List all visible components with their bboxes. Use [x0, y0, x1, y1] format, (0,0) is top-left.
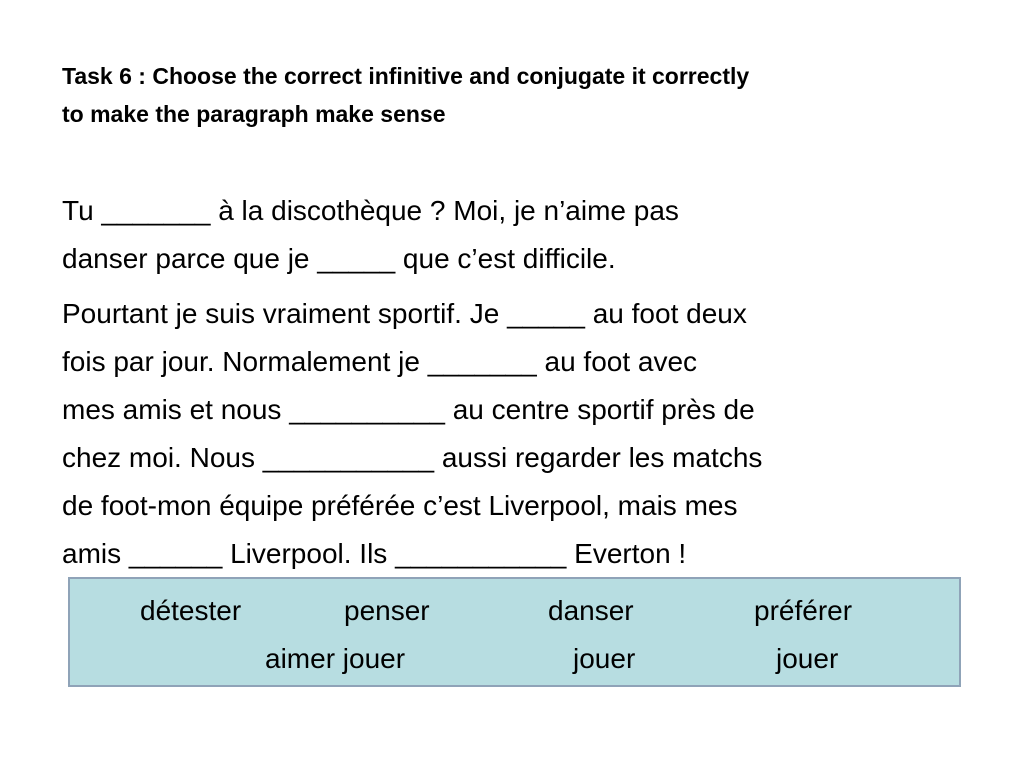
paragraph-2-line-1: Pourtant je suis vraiment sportif. Je _____ au foot deux: [62, 298, 747, 329]
paragraph-2-line-3: mes amis et nous __________ au centre sportif près de: [62, 394, 755, 425]
task-title-line-1: Task 6 : Choose the correct infinitive and conjugate it correctly: [62, 63, 750, 89]
word-bank-item: préférer: [754, 595, 853, 626]
word-bank-item: jouer: [573, 643, 636, 674]
paragraph-2-line-5: de foot-mon équipe préférée c’est Liverpool, mais mes: [62, 490, 738, 521]
paragraph-2-line-6: amis ______ Liverpool. Ils ___________ Everton !: [62, 538, 687, 569]
word-bank-item: penser: [344, 595, 430, 626]
word-bank-box: [68, 577, 961, 687]
paragraph-1-line-2: danser parce que je _____ que c’est difficile.: [62, 243, 616, 274]
word-bank-item: jouer: [776, 643, 839, 674]
task-title-line-2: to make the paragraph make sense: [62, 101, 446, 127]
paragraph-1-line-1: Tu _______ à la discothèque ? Moi, je n’aime pas: [62, 195, 679, 226]
task-title: [62, 57, 982, 133]
paragraph-2: [62, 290, 982, 578]
word-bank-item: danser: [548, 595, 634, 626]
paragraph-1: [62, 187, 982, 283]
word-bank-item: détester: [140, 595, 242, 626]
paragraph-2-line-4: chez moi. Nous ___________ aussi regarder les matchs: [62, 442, 763, 473]
word-bank-item: aimer jouer: [265, 643, 406, 674]
paragraph-2-line-2: fois par jour. Normalement je _______ au foot avec: [62, 346, 698, 377]
